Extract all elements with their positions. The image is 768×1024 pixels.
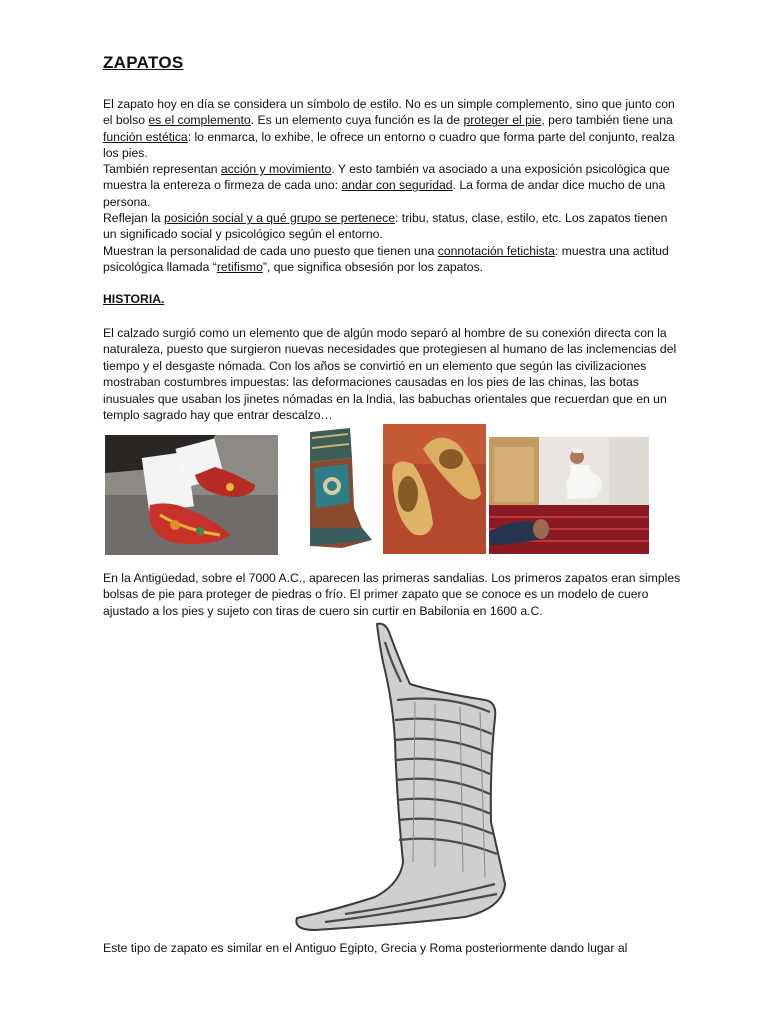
historia-paragraph-2: En la Antigüedad, sobre el 7000 A.C., aparecen las primeras sandalias. Los primeros zapatos eran simples bolsas de pie para proteger de piedras o frío. El primer zapato que se conoce es un modelo de cuero ajustado a los pies y sujeto con tiras de cuero sin curtir en Babilonia en 1600 a.C. [103, 571, 681, 618]
historia-paragraph-3: Este tipo de zapato es similar en el Antiguo Egipto, Grecia y Roma posteriormente dando lugar al [103, 941, 628, 955]
mosque-barefoot-prayer-photo [489, 437, 649, 554]
chinese-lotus-shoes-photo [105, 435, 278, 555]
page-title: ZAPATOS [103, 53, 184, 72]
intro-paragraph-1: El zapato hoy en día se considera un símbolo de estilo. No es un simple complemento, sino que junto con el bolso es el complemento. Es un elemento cuya función es la de proteger el pie, pero también tiene una función estética: lo enmarca, lo exhibe, le ofrece un entorno o cuadro que forma parte del conjunto, realza los pies. [103, 97, 675, 161]
intro-paragraph-3: Reflejan la posición social y a qué grupo se pertenece: tribu, status, clase, estilo, etc. Los zapatos tienen un significado social y psicológico según el entorno. [103, 211, 668, 242]
intro-paragraph-4: Muestran la personalidad de cada uno puesto que tienen una connotación fetichista: muestra una actitud psicológica llamada “retifismo”, que significa obsesión por los zapatos. [103, 244, 669, 275]
oriental-babuchas-photo [383, 424, 486, 554]
nomad-rider-boot-photo [302, 428, 374, 554]
historia-heading: HISTORIA. [103, 292, 165, 306]
historia-paragraph-1: El calzado surgió como un elemento que de algún modo separó al hombre de su conexión directa con la naturaleza, puesto que surgieron nuevas necesidades que protegiesen al humano de las inclemencias del tiempo y el desgaste nómada. Con los años se convirtió en un elemento que según las civilizaciones mostraban costumbres impuestas: las deformaciones causadas en los pies de las chinas, las botas inusuales que usaban los jinetes nómadas en la India, las babuchas orientales que recuerdan que en un templo sagrado hay que entrar descalzo… [103, 326, 677, 423]
ancient-babylonian-boot-illustration [285, 622, 510, 935]
intro-paragraph-2: También representan acción y movimiento. Y esto también va asociado a una exposición psicológica que muestra la entereza o firmeza de cada uno: andar con seguridad. La forma de andar dice mucho de una persona. [103, 162, 670, 209]
